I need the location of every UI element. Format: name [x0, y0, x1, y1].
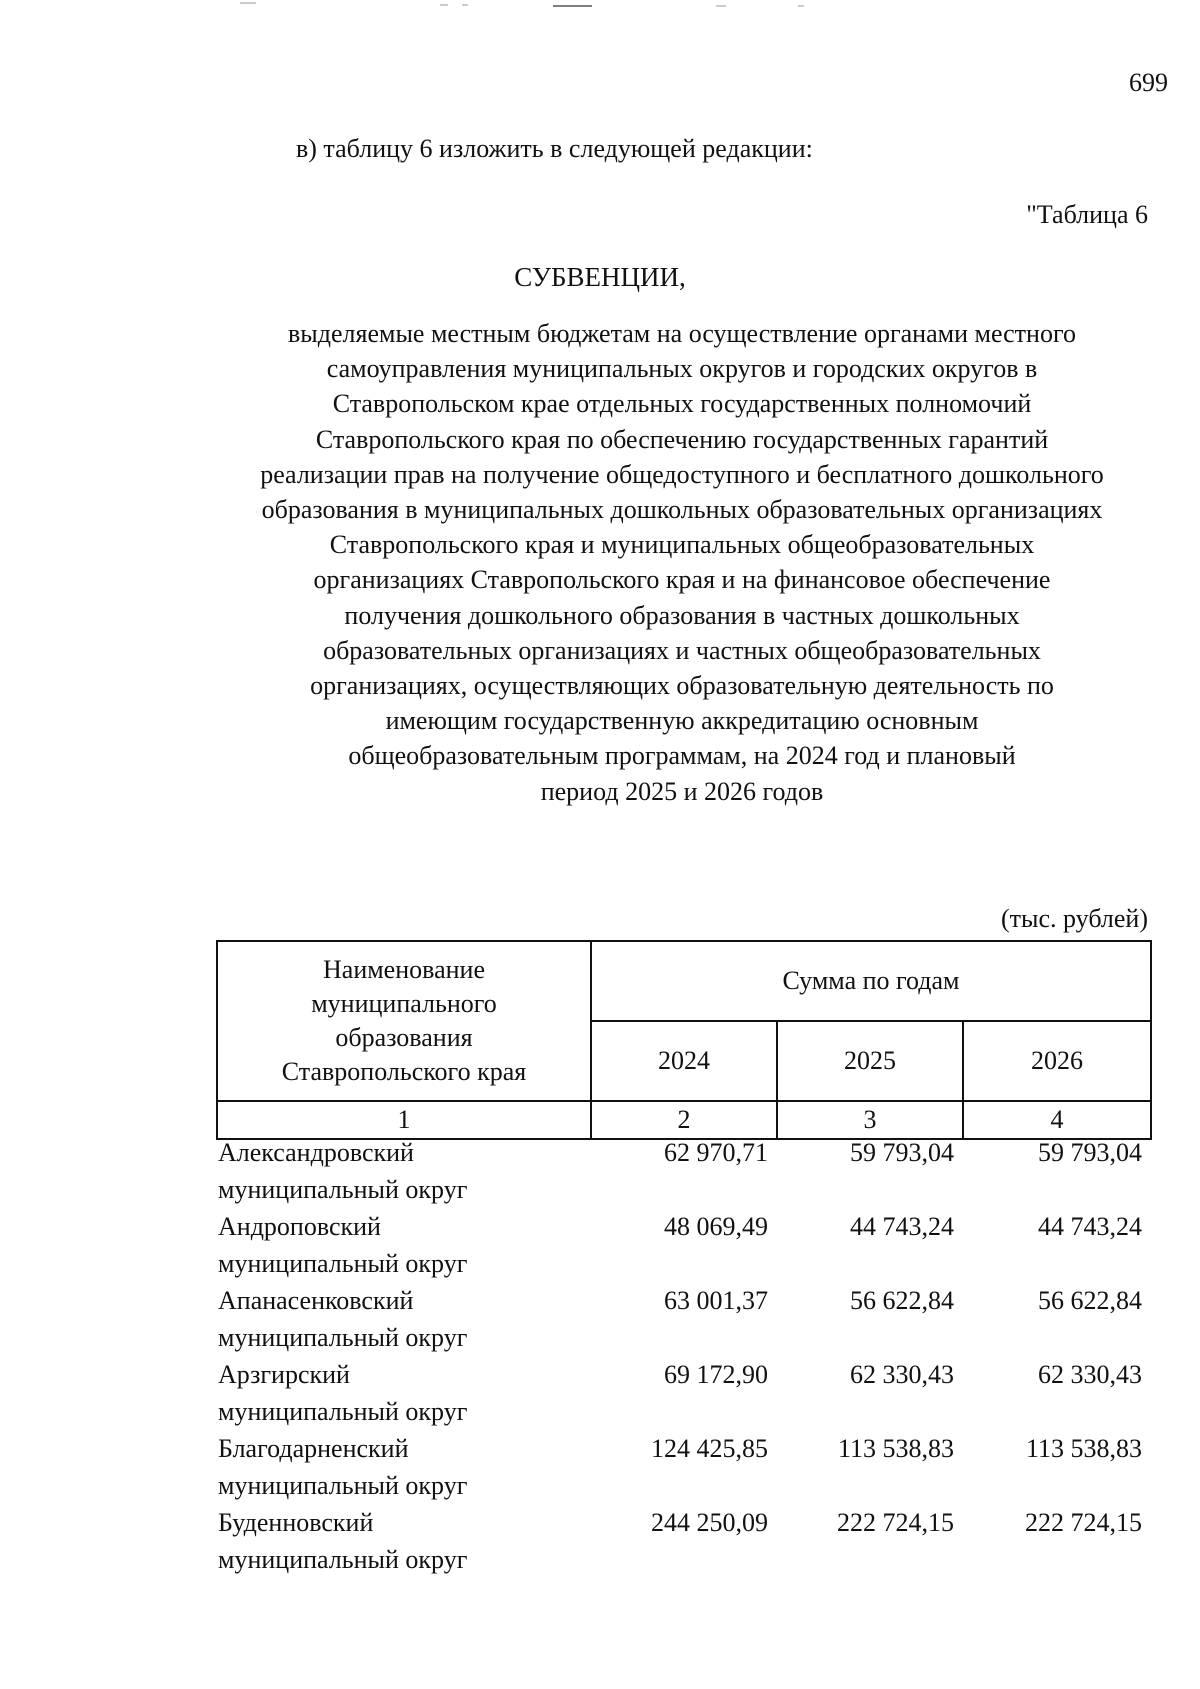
- header-municipality-name: Наименование муниципального образования Ставропольского края: [217, 941, 591, 1101]
- value-2026: 56 622,84: [1038, 1286, 1142, 1315]
- table-row: [218, 1356, 1152, 1430]
- value-2024: 244 250,09: [651, 1508, 768, 1537]
- page-number: 699: [1129, 68, 1168, 97]
- subtitle-line: получения дошкольного образования в частных дошкольных: [344, 600, 1020, 630]
- header-year: 2026: [963, 1021, 1151, 1101]
- value-2026: 59 793,04: [1038, 1138, 1142, 1167]
- column-number: 2: [591, 1101, 777, 1139]
- subtitle-line: организациях Ставропольского края и на финансовое обеспечение: [313, 565, 1051, 595]
- subtitle-line: организациях, осуществляющих образовательную деятельность по: [310, 671, 1054, 701]
- table-row: [218, 1504, 1152, 1578]
- value-2026: 44 743,24: [1038, 1212, 1142, 1241]
- document-subtitle: [215, 316, 1149, 809]
- subtitle-line: Ставропольского края и муниципальных общеобразовательных: [329, 530, 1035, 560]
- header-year: 2025: [777, 1021, 963, 1101]
- subtitle-line: Ставропольского края по обеспечению государственных гарантий: [315, 424, 1049, 454]
- scan-artifact-marks: [0, 0, 1200, 12]
- value-2024: 63 001,37: [664, 1286, 768, 1315]
- column-number: 4: [963, 1101, 1151, 1139]
- amendment-intro: в) таблицу 6 изложить в следующей редакции:: [296, 134, 813, 163]
- document-heading: СУБВЕНЦИИ,: [514, 262, 686, 292]
- table-label: "Таблица 6: [1026, 200, 1148, 229]
- units-label: (тыс. рублей): [1000, 904, 1148, 933]
- header-year: 2024: [591, 1021, 777, 1101]
- subtitle-line: Ставропольском крае отдельных государственных полномочий: [332, 389, 1032, 419]
- value-2025: 222 724,15: [837, 1508, 954, 1537]
- municipality-name: Благодарненский муниципальный округ: [218, 1434, 468, 1500]
- municipality-name: Буденновский муниципальный округ: [218, 1508, 468, 1574]
- value-2024: 69 172,90: [664, 1360, 768, 1389]
- subtitle-line: выделяемые местным бюджетам на осуществление органами местного: [288, 319, 1076, 348]
- subtitle-line: общеобразовательным программам, на 2024 год и плановый: [348, 741, 1016, 771]
- municipality-name: Арзгирский муниципальный округ: [218, 1360, 468, 1426]
- subtitle-line: имеющим государственную аккредитацию основным: [385, 706, 979, 736]
- column-number: 3: [777, 1101, 963, 1139]
- value-2025: 62 330,43: [850, 1360, 954, 1389]
- table-body: [218, 1134, 1152, 1578]
- subtitle-line: образования в муниципальных дошкольных образовательных организациях: [261, 495, 1103, 525]
- value-2024: 62 970,71: [664, 1138, 768, 1167]
- subtitle-line: самоуправления муниципальных округов и городских округов в: [326, 354, 1038, 384]
- value-2025: 56 622,84: [850, 1286, 954, 1315]
- table-row: [218, 1208, 1152, 1282]
- value-2025: 59 793,04: [850, 1138, 954, 1167]
- table-row: [218, 1134, 1152, 1208]
- municipality-name: Апанасенковский муниципальный округ: [218, 1286, 468, 1352]
- subtitle-line: образовательных организациях и частных общеобразовательных: [323, 635, 1041, 665]
- municipality-name: Александровский муниципальный округ: [218, 1138, 468, 1204]
- header-sum-by-years: Сумма по годам: [591, 941, 1151, 1021]
- table-header: [216, 940, 1152, 1140]
- subtitle-line: период 2025 и 2026 годов: [540, 776, 824, 806]
- value-2025: 44 743,24: [850, 1212, 954, 1241]
- table-row: [218, 1430, 1152, 1504]
- municipality-name: Андроповский муниципальный округ: [218, 1212, 468, 1278]
- value-2024: 124 425,85: [651, 1434, 768, 1463]
- subtitle-line: реализации прав на получение общедоступного и бесплатного дошкольного: [260, 459, 1104, 489]
- value-2024: 48 069,49: [664, 1212, 768, 1241]
- table-row: [218, 1282, 1152, 1356]
- column-number: 1: [217, 1101, 591, 1139]
- value-2025: 113 538,83: [837, 1434, 954, 1463]
- value-2026: 62 330,43: [1038, 1360, 1142, 1389]
- value-2026: 113 538,83: [1025, 1434, 1142, 1463]
- value-2026: 222 724,15: [1025, 1508, 1142, 1537]
